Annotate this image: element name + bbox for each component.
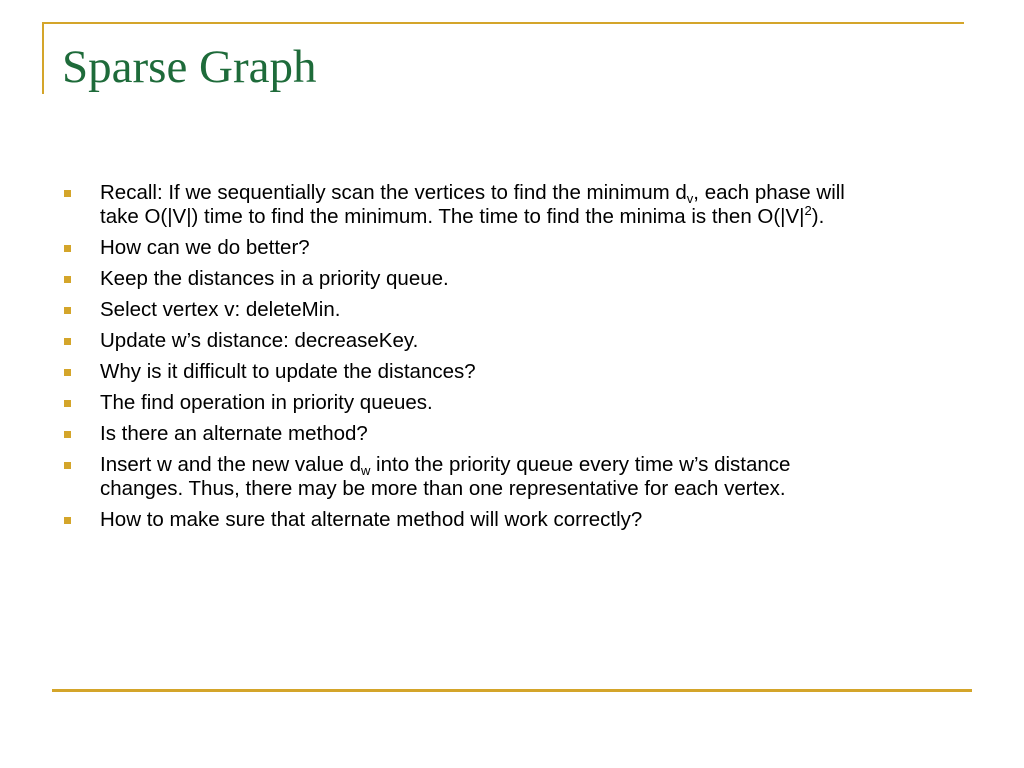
bullet-text: into the priority queue every time w’s distance changes. Thus, there may be more than one representative for each vertex.: [100, 453, 791, 500]
bullet-item: [62, 298, 862, 322]
bullet-item-recall: [62, 181, 862, 229]
square-bullet-icon: [64, 190, 71, 197]
left-border-line: [42, 22, 44, 94]
bullet-text: Recall: If we sequentially scan the vertices to find the minimum d: [100, 181, 687, 204]
slide-title: Sparse Graph: [62, 41, 317, 93]
superscript-2: 2: [804, 203, 812, 218]
subscript-v: v: [686, 191, 694, 206]
bullet-text: How can we do better?: [100, 236, 310, 259]
bullet-text: Select vertex v: deleteMin.: [100, 298, 341, 321]
square-bullet-icon: [64, 307, 71, 314]
bullet-text: The find operation in priority queues.: [100, 391, 433, 414]
bullet-item: [62, 267, 862, 291]
bullet-item: [62, 329, 862, 353]
square-bullet-icon: [64, 369, 71, 376]
bullet-item-insert: [62, 453, 862, 501]
bullet-item: [62, 360, 862, 384]
bullet-item: [62, 508, 862, 532]
subscript-w: w: [360, 463, 371, 478]
square-bullet-icon: [64, 462, 71, 469]
square-bullet-icon: [64, 276, 71, 283]
bullet-text: Keep the distances in a priority queue.: [100, 267, 449, 290]
bullet-text: How to make sure that alternate method will work correctly?: [100, 508, 643, 531]
bullet-text: Insert w and the new value d: [100, 453, 361, 476]
bullet-list: [62, 181, 862, 539]
bullet-item: [62, 391, 862, 415]
square-bullet-icon: [64, 245, 71, 252]
square-bullet-icon: [64, 338, 71, 345]
square-bullet-icon: [64, 517, 71, 524]
bullet-item: [62, 236, 862, 260]
bullet-text: , each phase will take O(|V|) time to find the minimum. The time to find the minima is then O(|V|: [100, 181, 845, 228]
bullet-text: Is there an alternate method?: [100, 422, 368, 445]
square-bullet-icon: [64, 400, 71, 407]
bullet-text: Update w’s distance: decreaseKey.: [100, 329, 419, 352]
bullet-text: Why is it difficult to update the distances?: [100, 360, 476, 383]
bullet-text: ).: [811, 205, 825, 228]
square-bullet-icon: [64, 431, 71, 438]
bottom-rule-line: [52, 689, 972, 692]
top-border-line: [42, 22, 964, 24]
bullet-item: [62, 422, 862, 446]
